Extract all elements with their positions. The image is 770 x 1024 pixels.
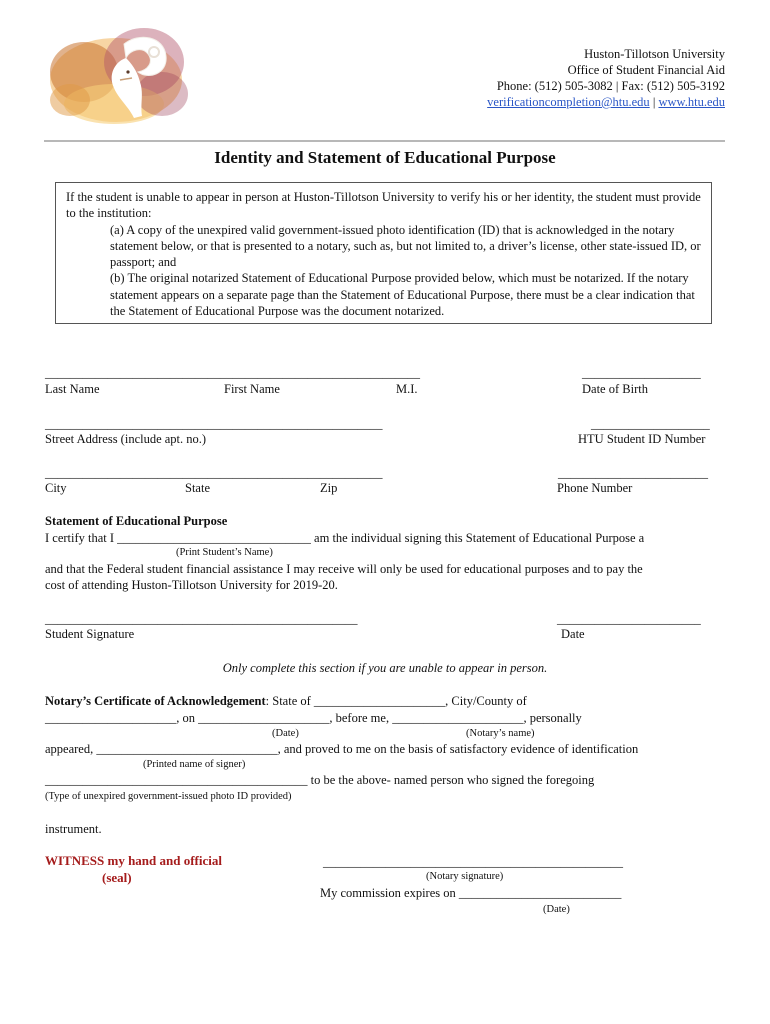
name-line[interactable]: ____________________________________________________________ [45,366,420,380]
label-phone: Phone Number [557,481,633,495]
notary-line-2[interactable]: _____________________, on _____________________, before me, _____________________, personally [45,711,582,725]
label-street: Street Address (include apt. no.) [45,432,207,446]
phone-line[interactable]: ________________________ [558,466,708,480]
notary-line-3[interactable]: appeared, _____________________________, and proved to me on the basis of satisfactory evidence of identification [45,742,639,756]
notary-line-4[interactable]: __________________________________________ to be the above- named person who signed the foregoing [45,773,595,787]
label-state: State [185,481,210,495]
notary-line-1[interactable] [45,694,527,709]
notary-signature-line[interactable]: ________________________________________________ [323,855,623,869]
notary-heading: Notary’s Certificate of Acknowledgement [45,694,266,708]
notary-date-label: (Date) [272,728,299,739]
city-line[interactable]: ______________________________________________________ [45,466,383,480]
notary-name-label: (Notary’s name) [466,728,535,739]
label-first-name: First Name [224,382,280,396]
signature-line[interactable]: __________________________________________________ [45,612,358,626]
link-separator: | [649,95,659,109]
commission-line[interactable]: My commission expires on __________________________ [320,886,622,900]
website-link[interactable]: www.htu.edu [658,95,725,109]
page-title: Identity and Statement of Educational Purpose [214,148,556,167]
label-last-name: Last Name [45,382,100,396]
statement-body-2: cost of attending Huston-Tillotson University for 2019-20. [45,578,338,592]
label-city: City [45,481,67,495]
date-line[interactable]: _______________________ [557,612,701,626]
email-link[interactable]: verificationcompletion@htu.edu [487,95,650,109]
university-name: Huston-Tillotson University [584,47,725,61]
label-signature: Student Signature [45,627,135,641]
htu-id-line[interactable]: ___________________ [591,417,710,431]
office-name: Office of Student Financial Aid [567,63,725,77]
witness-text: WITNESS my hand and official [45,853,222,868]
id-type-label: (Type of unexpired government-issued photo ID provided) [45,791,292,802]
label-htu-id: HTU Student ID Number [578,432,706,446]
label-date: Date [561,627,585,641]
printed-name-label: (Printed name of signer) [143,759,246,770]
label-zip: Zip [320,481,338,495]
certify-line[interactable]: I certify that I _______________________________ am the individual signing this Statement of Educational Purpose a [45,531,645,545]
notary-only-note: Only complete this section if you are unable to appear in person. [222,661,548,675]
label-mi: M.I. [396,382,418,396]
phone-fax: Phone: (512) 505-3082 | Fax: (512) 505-3192 [496,79,725,93]
university-logo [44,22,194,128]
instructions-intro: If the student is unable to appear in person at Huston-Tillotson University to verify his or her identity, the student must provide to the institution: [66,190,701,221]
print-name-label: (Print Student’s Name) [176,547,273,558]
label-dob: Date of Birth [582,382,648,396]
header-divider [44,140,725,142]
seal-text: (seal) [102,870,132,885]
instructions-item-a: (a) A copy of the unexpired valid government-issued photo identification (ID) that is acknowledged in the notary statement below, or that is presented to a notary, such as, but not limited to, a driver’s license, other state-issued ID, or passport; and [110,222,701,270]
street-line[interactable]: ______________________________________________________ [45,417,383,431]
header-contact-block [487,46,725,110]
commission-date-label: (Date) [543,904,570,915]
notary-signature-label: (Notary signature) [426,871,504,882]
statement-heading: Statement of Educational Purpose [45,514,228,528]
instructions-box [55,182,712,324]
dob-line[interactable]: ___________________ [582,366,701,380]
notary-line-1-rest: : State of _____________________, City/County of [265,694,527,708]
statement-body-1: and that the Federal student financial assistance I may receive will only be used for educational purposes and to pay the [45,562,643,576]
contact-links [487,94,725,110]
instrument-text: instrument. [45,822,102,836]
instructions-item-b: (b) The original notarized Statement of Educational Purpose provided below, which must be notarized. If the notary statement appears on a separate page than the Statement of Educational Purpose, there must be a clear indication that the Statement of Educational Purpose was the document notarized. [110,271,695,319]
